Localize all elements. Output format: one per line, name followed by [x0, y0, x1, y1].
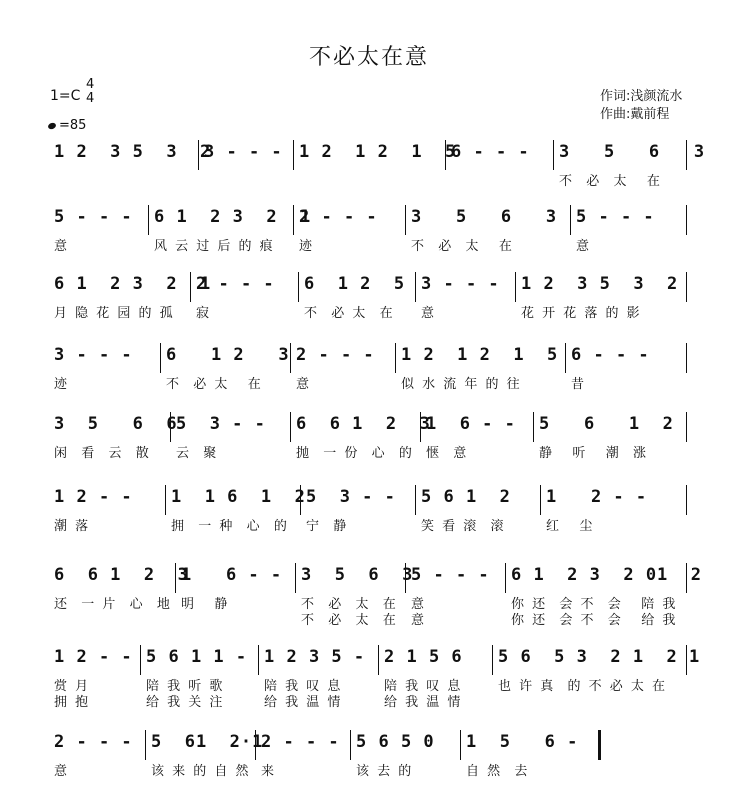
measure-lyrics: 月 隐 花 园 的 孤 [54, 306, 175, 321]
barline [160, 343, 161, 373]
measure-notes: 3 5 6 3 [559, 142, 706, 162]
measure-lyrics-second-verse: 给 我 温 情 [264, 695, 343, 710]
measure-lyrics: 迹 [299, 239, 315, 254]
measure-lyrics: 你 还 会 不 会 陪 我 [511, 597, 678, 612]
barline [460, 730, 461, 760]
measure-notes: 5 6 5 0 [356, 732, 435, 752]
barline [290, 412, 291, 442]
measure-notes: 1 2 - - [546, 487, 648, 507]
measure-lyrics: 不 必 太 在 [411, 239, 514, 254]
measure-lyrics: 笑 看 滚 滚 [421, 519, 506, 534]
measure-notes: 5 - - - [576, 207, 655, 227]
measure-notes: 1 2 1 2 1 5 [401, 345, 559, 365]
measure-notes: 6 1 2 3 [166, 345, 290, 365]
barline [515, 272, 516, 302]
measure-lyrics: 惬 意 [426, 446, 469, 461]
measure-lyrics: 寂 [196, 306, 212, 321]
barline [598, 730, 601, 760]
measure-notes: 6 - - - [571, 345, 650, 365]
song-title: 不必太在意 [308, 45, 429, 70]
barline [686, 412, 687, 442]
measure-notes: 5 3 - - [176, 414, 266, 434]
barline [295, 563, 296, 593]
measure-lyrics: 该 去 的 [356, 764, 414, 779]
barline [553, 140, 554, 170]
barline [415, 272, 416, 302]
measure-notes: 6 - - - [451, 142, 530, 162]
measure-notes: 3 - - - [204, 142, 283, 162]
measure-notes: 5 6 1 2 [539, 414, 674, 434]
barline [533, 412, 534, 442]
barline [686, 272, 687, 302]
barline [492, 645, 493, 675]
barline [686, 485, 687, 515]
barline [405, 205, 406, 235]
measure-lyrics: 不 必 太 在 [166, 377, 263, 392]
time-signature-top: 4 [86, 77, 95, 92]
score-row [0, 272, 738, 338]
barline [258, 645, 259, 675]
measure-lyrics: 昔 [571, 377, 587, 392]
measure-lyrics: 拥 一 种 心 的 [171, 519, 289, 534]
barline [565, 343, 566, 373]
score-row [0, 412, 738, 478]
barline [686, 343, 687, 373]
measure-lyrics: 意 [296, 377, 312, 392]
measure-notes: 6 1 2 5 [304, 274, 406, 294]
score-row [0, 205, 738, 271]
barline [148, 205, 149, 235]
measure-lyrics: 云 聚 [176, 446, 219, 461]
score-row [0, 730, 738, 796]
measure-lyrics: 迹 [54, 377, 70, 392]
measure-notes: 2 - - - [54, 732, 133, 752]
measure-lyrics: 似 水 流 年 的 往 [401, 377, 522, 392]
quarter-note-icon [47, 122, 57, 130]
measure-notes: 6 6 1 2 3 [54, 565, 189, 585]
measure-notes: 6 6 1 2 3 [296, 414, 431, 434]
barline [350, 730, 351, 760]
measure-lyrics: 抛 一 份 心 的 [296, 446, 414, 461]
credits [600, 88, 682, 124]
measure-notes: 1 6 - - [426, 414, 516, 434]
measure-lyrics-second-verse: 给 我 温 情 [384, 695, 463, 710]
barline [540, 485, 541, 515]
measure-lyrics-second-verse: 给 我 关 注 [146, 695, 225, 710]
measure-lyrics-second-verse: 不 必 太 在 [301, 613, 398, 628]
measure-notes: 3 - - - [54, 345, 133, 365]
measure-lyrics: 来 [261, 764, 277, 779]
measure-lyrics: 陪 我 叹 息 [384, 679, 463, 694]
key-signature: 1=C [50, 88, 81, 104]
measure-lyrics: 花 开 花 落 的 影 [521, 306, 642, 321]
measure-notes: 6 1 2 3 2 1 [154, 207, 312, 227]
time-signature-bottom: 4 [86, 91, 95, 106]
measure-notes: 1 6 - - [181, 565, 283, 585]
measure-notes: 3 5 6 3 [411, 207, 558, 227]
measure-notes: 5 - - - [411, 565, 490, 585]
measure-notes: 5 6 5 3 2 1 2 1 [498, 647, 701, 667]
measure-lyrics-second-verse: 拥 抱 [54, 695, 91, 710]
barline [415, 485, 416, 515]
score-row [0, 140, 738, 206]
score-row [0, 563, 738, 629]
measure-lyrics: 也 许 真 的 不 必 太 在 [498, 679, 668, 694]
measure-notes: 5 6 1 1 - [146, 647, 248, 667]
measure-lyrics: 不 必 太 在 [304, 306, 395, 321]
measure-notes: 3 5 6 6 [54, 414, 178, 434]
measure-lyrics: 该 来 的 自 然 [151, 764, 251, 779]
barline [140, 645, 141, 675]
score-row [0, 485, 738, 551]
measure-lyrics: 不 必 太 在 [559, 174, 662, 189]
measure-lyrics: 潮 落 [54, 519, 91, 534]
measure-lyrics-second-verse: 意 [411, 613, 427, 628]
tempo-marking [48, 118, 86, 133]
barline [290, 343, 291, 373]
measure-notes: 2 - - - [196, 274, 275, 294]
measure-lyrics: 意 [54, 239, 70, 254]
barline [145, 730, 146, 760]
barline [293, 140, 294, 170]
measure-notes: 1 2 - - [54, 647, 133, 667]
measure-lyrics: 明 静 [181, 597, 230, 612]
measure-lyrics: 陪 我 听 歌 [146, 679, 225, 694]
barline [570, 205, 571, 235]
measure-lyrics: 陪 我 叹 息 [264, 679, 343, 694]
barline [378, 645, 379, 675]
measure-notes: 1 5 6 - [466, 732, 579, 752]
measure-notes: 1 2 1 2 1 5 [299, 142, 457, 162]
measure-lyrics: 宁 静 [306, 519, 349, 534]
measure-notes: 5 - - - [54, 207, 133, 227]
measure-notes: 1 2 - - [54, 487, 133, 507]
measure-lyrics: 赏 月 [54, 679, 91, 694]
measure-notes: 2 - - - [299, 207, 378, 227]
measure-notes: 5 6 1 2 [421, 487, 511, 507]
measure-lyrics: 还 一 片 心 地 [54, 597, 172, 612]
measure-notes: 6 1 2 3 2 01 2 [511, 565, 702, 585]
measure-notes: 3 5 6 3 [301, 565, 414, 585]
measure-notes: 1 2 3 5 - [264, 647, 366, 667]
measure-lyrics: 风 云 过 后 的 痕 [154, 239, 275, 254]
barline [505, 563, 506, 593]
measure-lyrics: 意 [576, 239, 592, 254]
lyricist: 作词:浅颜流水 [600, 89, 683, 104]
measure-notes: 1 1 6 1 2 [171, 487, 306, 507]
measure-lyrics: 意 [421, 306, 437, 321]
measure-notes: 6 1 2 3 2 1 [54, 274, 212, 294]
barline [395, 343, 396, 373]
measure-notes: 2 - - - [261, 732, 340, 752]
measure-notes: 5 61 2·1 [151, 732, 264, 752]
measure-notes: 2 1 5 6 [384, 647, 463, 667]
measure-notes: 1 2 3 5 3 2 [521, 274, 679, 294]
measure-notes: 2 - - - [296, 345, 375, 365]
tempo-value: =85 [59, 118, 87, 133]
score-row [0, 645, 738, 711]
measure-lyrics: 不 必 太 在 [301, 597, 398, 612]
composer: 作曲:戴前程 [600, 107, 670, 122]
measure-lyrics: 自 然 去 [466, 764, 530, 779]
measure-lyrics: 红 尘 [546, 519, 595, 534]
measure-lyrics: 静 听 潮 涨 [539, 446, 649, 461]
measure-notes: 3 - - - [421, 274, 500, 294]
measure-lyrics: 意 [411, 597, 427, 612]
measure-notes: 5 3 - - [306, 487, 396, 507]
time-signature [86, 78, 94, 106]
measure-lyrics: 闲 看 云 散 [54, 446, 151, 461]
measure-lyrics: 意 [54, 764, 70, 779]
barline [298, 272, 299, 302]
score-row [0, 343, 738, 409]
barline [686, 205, 687, 235]
barline [165, 485, 166, 515]
measure-notes: 1 2 3 5 3 2 [54, 142, 212, 162]
measure-lyrics-second-verse: 你 还 会 不 会 给 我 [511, 613, 678, 628]
